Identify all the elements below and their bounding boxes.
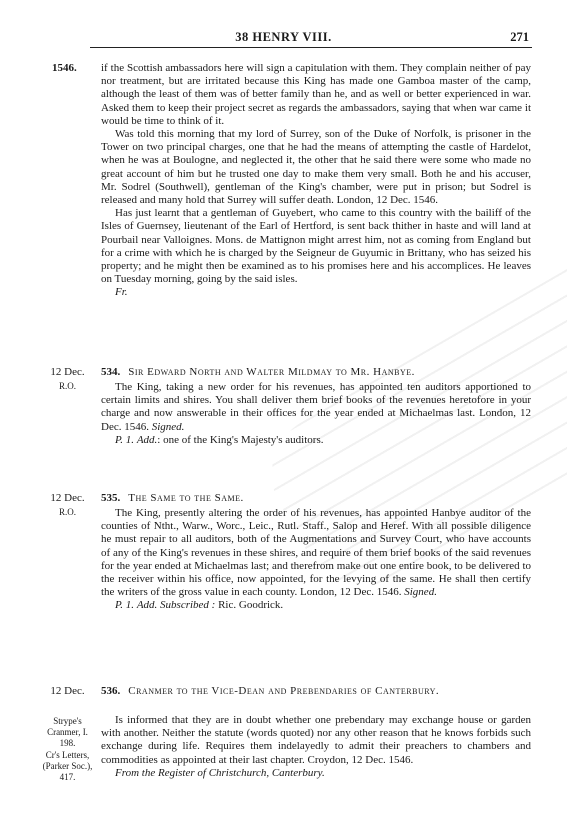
signed-note: Signed. <box>404 586 437 599</box>
source-line: (Parker Soc.), <box>42 760 93 771</box>
entry-number: 536. <box>101 685 121 697</box>
language-note: Fr. <box>115 286 128 299</box>
source-line: 417. <box>59 772 76 783</box>
entry-text: Is informed that they are in doubt whether one prebendary may exchange house or garden with another. Neither the statute (words quoted) nor any other reason that he knows forbids such exchange during life. Requires them indelayedly to admit their preachers to chambers and commodities as appointed at their last chapter. Croydon, 12 Dec. 1546. <box>101 714 531 766</box>
subscribed-label: Subscribed : <box>160 599 216 612</box>
entry-source-lines <box>40 716 95 783</box>
entry-body <box>101 381 531 447</box>
entry-date: 12 Dec. <box>50 492 85 504</box>
source-line: Cr's Letters, <box>45 749 90 760</box>
source-line: 198. <box>59 738 76 749</box>
signed-note: Signed. <box>151 420 185 433</box>
entry-number: 535. <box>101 492 121 504</box>
entry-number: 534. <box>101 366 121 378</box>
entry-title: Cranmer to the Vice-Dean and Prebendaries of Canterbury. <box>128 685 440 697</box>
paragraph: Has just learnt that a gentleman of Guyebert, who came to this country with the bailiff of the Isles of Guernsey, lieutenant of the Earl of Hertford, is sent back thither in haste and will land at Pourbail near Valloignes. Mons. de Mattignon might arrest him, not as coming from England but for a crime with which he is charged by the Seigneur de Guyumic in Brittany, who has seized his property; and he might then be examined as to his promises here and his accomplices. He leaves on Tuesday morning, going by the said isles. <box>101 207 531 286</box>
address-text: : one of the King's Majesty's auditors. <box>157 433 324 446</box>
entry-body <box>101 714 531 780</box>
entry-date: 12 Dec. <box>50 366 85 378</box>
entry-source: R.O. <box>58 381 76 391</box>
pages-note: P. 1. <box>115 599 135 612</box>
source-line: Strype's <box>53 716 82 726</box>
entry-date: 12 Dec. <box>50 685 85 697</box>
continuation-text <box>101 62 531 300</box>
entry-source: R.O. <box>58 507 76 517</box>
entry-title: The Same to the Same. <box>128 492 244 504</box>
address-label: Add. <box>136 599 158 612</box>
running-head-title: 38 HENRY VIII. <box>235 30 332 44</box>
entry-heading <box>101 492 531 505</box>
page-number: 271 <box>510 30 529 44</box>
entry-text: The King, presently altering the order of his revenues, has appointed Hanbye auditor of the counties of Ntht., Warw., Worc., Leic., Rutl. Staff., Salop and Heref. With all possible diligence he must repair to all auditors, both of the Augmentations and Survey Court, who have accounts of any of the King's revenues in these shires, and require of them brief books of the said revenues for the year ended at Michaelmas last; and therefrom make out one entire book, to be delivered to the receiver within his office, now appointed, for the levying of the same. He shall then certify the writers of the gross value in each county. London, 12 Dec. 1546. <box>101 507 531 599</box>
source-note: From the Register of Christchurch, Canterbury. <box>115 766 325 779</box>
entry-body <box>101 507 531 613</box>
margin-year: 1546. <box>52 62 77 74</box>
paragraph: if the Scottish ambassadors here will sign a capitulation with them. They complain neither of pay nor treatment, but are irritated because this King has made one Gamboa master of the camp, although the least of them was of better family than he, and as well or better experienced in war. Asked them to keep their project secret as regards the ambassadors, saying that when war came it would be time to think of it. <box>101 62 531 127</box>
entry-title: Sir Edward North and Walter Mildmay to Mr. Hanbye. <box>128 366 415 378</box>
subscribed-text: Ric. Goodrick. <box>218 599 284 612</box>
source-line: Cranmer, I. <box>47 727 88 738</box>
entry-heading <box>101 366 531 379</box>
pages-note: P. 1. <box>115 433 135 446</box>
entry-heading <box>101 685 531 698</box>
header-rule <box>90 47 532 48</box>
paragraph: Was told this morning that my lord of Surrey, son of the Duke of Norfolk, is prisoner in the Tower on two principal charges, one that he had the means of attempting the castle of Hardelot, when he was at Boulogne, and neglected it, the other that he said there were some who made no great account of him but he trusted one day to make them very small. Both he and his accuser, Mr. Sodrel (Southwell), gentleman of the King's chamber, were put in prison; but Sodrel is released and many hold that Surrey will suffer death. London, 12 Dec. 1546. <box>101 128 531 207</box>
entry-text: The King, taking a new order for his revenues, has appointed ten auditors apportioned to certain limits and shires. You shall deliver them brief books of the revenues heretofore in your charge and now answerable in their offices for the year ended at Michaelmas last. London, 12 Dec. 1546. <box>101 381 531 433</box>
address-label: Add. <box>136 433 158 446</box>
